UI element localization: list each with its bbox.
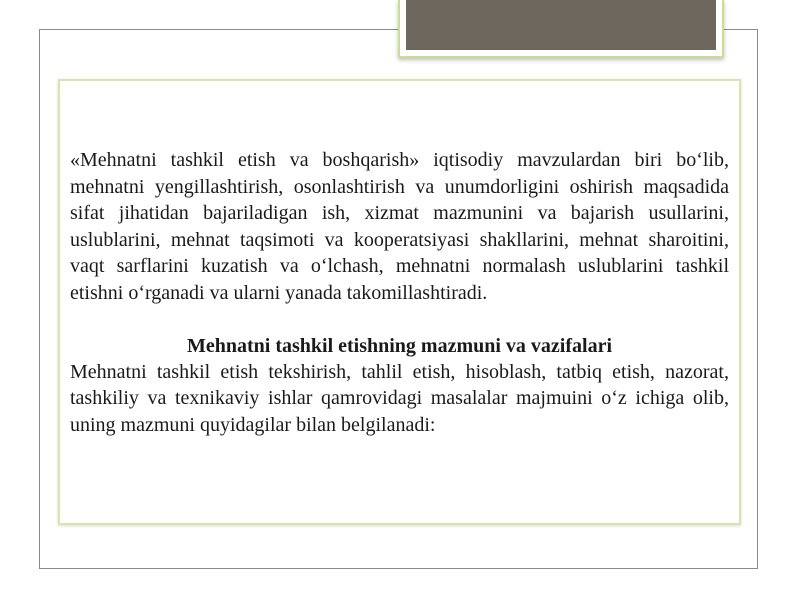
header-tab [398, 0, 724, 58]
section-paragraph: Mehnatni tashkil etish tekshirish, tahlil etish, hisoblash, tatbiq etish, nazorat, tashkiliy va texnikaviy ishlar qamrovidagi masalalar majmuini o‘z ichiga olib, uning mazmuni quyidagilar bilan belgilanadi: [70, 360, 729, 436]
content-text-area [70, 147, 729, 438]
intro-paragraph: «Mehnatni tashkil etish va boshqarish» iqtisodiy mavzulardan biri bo‘lib, mehnatni yengillashtirish, osonlashtirish va unumdorligini oshirish maqsadida sifat jihatidan bajariladigan ish, xizmat mazmunini va bajarish usullarini, uslublarini, mehnat taqsimoti va kooperatsiyasi shakllarini, mehnat sharoitini, vaqt sarflarini kuzatish va o‘lchash, mehnatni normalash uslublarini tashkil etishni o‘rganadi va ularni yanada takomillashtiradi. [70, 149, 729, 304]
content-box [58, 79, 741, 525]
section-heading: Mehnatni tashkil etishning mazmuni va vazifalari [186, 334, 613, 357]
header-tab-fill [406, 0, 716, 50]
